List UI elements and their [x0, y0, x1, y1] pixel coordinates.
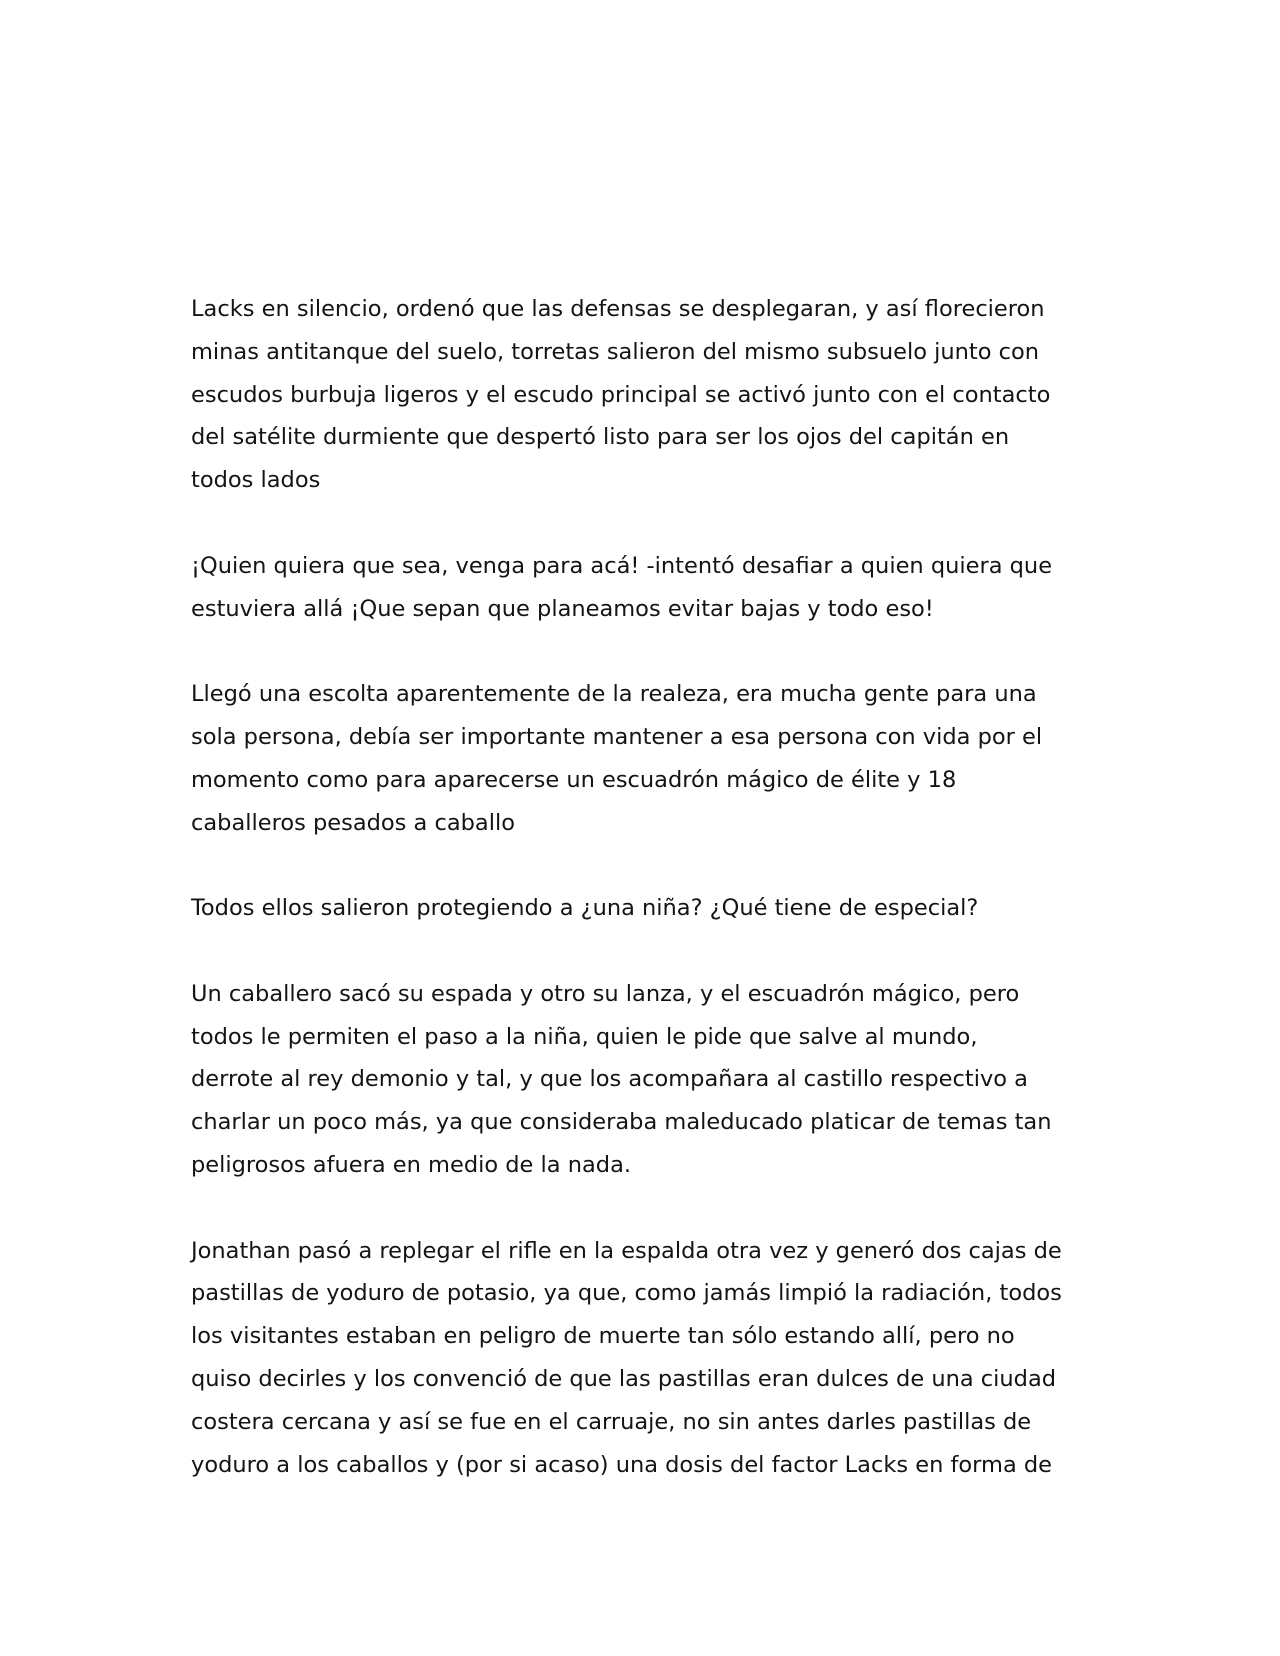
- text-line: derrote al rey demonio y tal, y que los acompañara al castillo respectivo a: [191, 1066, 1028, 1093]
- text-line: Todos ellos salieron protegiendo a ¿una niña? ¿Qué tiene de especial?: [191, 895, 979, 922]
- text-line: pastillas de yoduro de potasio, ya que, como jamás limpió la radiación, todos: [191, 1280, 1062, 1307]
- paragraph-spacer: [191, 930, 1091, 973]
- text-line: Jonathan pasó a replegar el rifle en la espalda otra vez y generó dos cajas de: [191, 1237, 1062, 1264]
- text-line: quiso decirles y los convenció de que las pastillas eran dulces de una ciudad: [191, 1365, 1057, 1392]
- text-line: sola persona, debía ser importante mantener a esa persona con vida por el: [191, 723, 1043, 750]
- paragraph-5: [191, 973, 1091, 1187]
- text-line: Un caballero sacó su espada y otro su lanza, y el escuadrón mágico, pero: [191, 980, 1020, 1007]
- text-line: ¡Quien quiera que sea, venga para acá! -intentó desafiar a quien quiera que: [191, 552, 1053, 579]
- text-line: charlar un poco más, ya que consideraba maleducado platicar de temas tan: [191, 1109, 1052, 1136]
- paragraph-6: [191, 1230, 1091, 1487]
- text-line: caballeros pesados a caballo: [191, 809, 515, 836]
- text-line: estuviera allá ¡Que sepan que planeamos evitar bajas y todo eso!: [191, 595, 934, 622]
- paragraph-spacer: [191, 844, 1091, 887]
- text-line: todos le permiten el paso a la niña, quien le pide que salve al mundo,: [191, 1023, 978, 1050]
- text-line: yoduro a los caballos y (por si acaso) una dosis del factor Lacks en forma de: [191, 1451, 1053, 1478]
- paragraph-3: [191, 673, 1091, 844]
- text-line: todos lados: [191, 467, 321, 494]
- text-line: minas antitanque del suelo, torretas salieron del mismo subsuelo junto con: [191, 338, 1040, 365]
- paragraph-spacer: [191, 502, 1091, 545]
- text-line: costera cercana y así se fue en el carruaje, no sin antes darles pastillas de: [191, 1408, 1032, 1435]
- text-line: Lacks en silencio, ordenó que las defensas se desplegaran, y así florecieron: [191, 296, 1045, 322]
- text-line: escudos burbuja ligeros y el escudo principal se activó junto con el contacto: [191, 381, 1051, 408]
- paragraph-4: [191, 887, 1091, 930]
- paragraph-2: [191, 545, 1091, 631]
- text-line: peligrosos afuera en medio de la nada.: [191, 1151, 632, 1178]
- paragraph-1: [191, 288, 1091, 502]
- text-line: los visitantes estaban en peligro de muerte tan sólo estando allí, pero no: [191, 1323, 1015, 1350]
- body-text: [191, 288, 1091, 1486]
- text-line: Llegó una escolta aparentemente de la realeza, era mucha gente para una: [191, 681, 1037, 708]
- paragraph-spacer: [191, 1187, 1091, 1230]
- text-line: momento como para aparecerse un escuadrón mágico de élite y 18: [191, 766, 957, 793]
- text-line: del satélite durmiente que despertó listo para ser los ojos del capitán en: [191, 424, 1010, 451]
- paragraph-spacer: [191, 630, 1091, 673]
